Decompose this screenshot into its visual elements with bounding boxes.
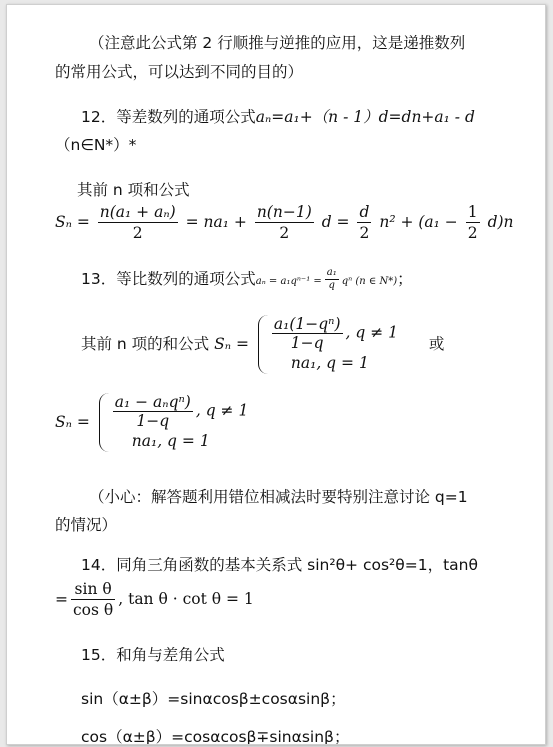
geo-sum-line-2	[55, 393, 248, 452]
sum-eq-1: = na₁ +	[185, 213, 247, 231]
geo-sum2-case1-cond: , q ≠ 1	[195, 401, 249, 420]
item13-formula-a: aₙ = a₁qⁿ⁻¹ =	[255, 276, 322, 287]
note1-line2: 的常用公式，可以达到不同的目的）	[55, 63, 304, 81]
sum-frac-4-den: 2	[467, 224, 478, 242]
sum-lhs: Sₙ =	[55, 213, 90, 231]
arith-sum-formula	[55, 202, 514, 243]
document-page	[6, 4, 546, 745]
sum-frac-2-num: n(n−1)	[256, 203, 312, 221]
sum-frac-3-den: 2	[359, 224, 370, 242]
item12-condition: （n∈N*）*	[55, 136, 137, 154]
sum-eq-2: d =	[321, 213, 350, 231]
sum-frac-4	[466, 202, 480, 243]
note1-line1: （注意此公式第 2 行顺推与逆推的应用，这是递推数列	[89, 34, 466, 52]
item13-semicolon: ；	[397, 270, 413, 288]
item13-frac	[325, 267, 339, 292]
sum-frac-3-num: d	[359, 203, 370, 221]
item13-line	[81, 267, 413, 294]
note2-line2: 的情况）	[55, 516, 118, 534]
geo-sum1-case1-den: 1−q	[290, 334, 324, 352]
item12-sum-title: 其前 n 项和公式	[77, 181, 190, 199]
sum-tail: d)n	[487, 213, 514, 231]
geo-sum2-case1-num: a₁ − aₙqⁿ)	[114, 393, 191, 411]
item12-formula: aₙ=a₁+（n - 1）d=dn+a₁ - d	[255, 108, 475, 126]
item13-sum-title: 其前 n 项的和公式	[81, 335, 210, 353]
geo-sum-line-1	[81, 315, 444, 374]
item14-tail: , tan θ · cot θ = 1	[118, 590, 254, 608]
item14-frac-num: sin θ	[71, 579, 115, 600]
sum-frac-2	[255, 202, 314, 243]
geo-sum1-case1-cond: , q ≠ 1	[345, 323, 398, 342]
item13-frac-den: q	[328, 280, 335, 291]
item13-heading: 13．等比数列的通项公式	[81, 270, 256, 288]
geo-sum1-case1	[269, 315, 398, 352]
item14-frac	[71, 579, 115, 620]
geo-sum2-case1-den: 1−q	[136, 412, 170, 430]
item14-frac-den: cos θ	[73, 601, 114, 619]
geo-sum1-case1-frac	[272, 315, 343, 352]
geo-sum1-lhs: Sₙ =	[214, 335, 249, 353]
sum-frac-1-num: n(a₁ + aₙ)	[99, 203, 176, 221]
geo-sum2-case1-frac	[113, 393, 193, 430]
geo-sum1-cases	[258, 315, 398, 374]
note2-line1: （小心：解答题利用错位相减法时要特别注意讨论 q=1	[89, 488, 468, 506]
geo-sum2-cases	[99, 393, 249, 452]
geo-sum2-lhs: Sₙ =	[55, 413, 90, 431]
sum-frac-3	[357, 202, 371, 243]
item14-eq: =	[55, 590, 68, 608]
item12-line	[81, 105, 475, 129]
item15-cos-formula: cos（α±β）=cosαcosβ∓sinαsinβ；	[81, 728, 350, 745]
item15-heading: 15．和角与差角公式	[81, 646, 225, 664]
item14-heading: 14．同角三角函数的基本关系式 sin²θ+ cos²θ=1，tanθ	[81, 556, 478, 574]
sum-mid: n² + (a₁ −	[379, 213, 458, 231]
item14-formula	[55, 579, 254, 620]
geo-sum1-case1-num: a₁(1−qⁿ)	[273, 315, 341, 333]
sum-frac-1	[98, 202, 178, 243]
sum-frac-1-den: 2	[132, 224, 143, 242]
item13-or: 或	[428, 335, 445, 353]
geo-sum1-case2: na₁, q = 1	[290, 354, 369, 372]
sum-frac-4-num: 1	[467, 203, 478, 221]
item13-frac-num: a₁	[326, 267, 337, 278]
geo-sum2-case1	[110, 393, 249, 430]
geo-sum2-case2: na₁, q = 1	[131, 432, 210, 450]
item15-sin-formula: sin（α±β）=sinαcosβ±cosαsinβ；	[81, 690, 346, 708]
item13-formula-b: qⁿ (n ∈ N*)	[341, 276, 398, 287]
sum-frac-2-den: 2	[279, 224, 290, 242]
item12-heading: 12．等差数列的通项公式	[81, 108, 256, 126]
